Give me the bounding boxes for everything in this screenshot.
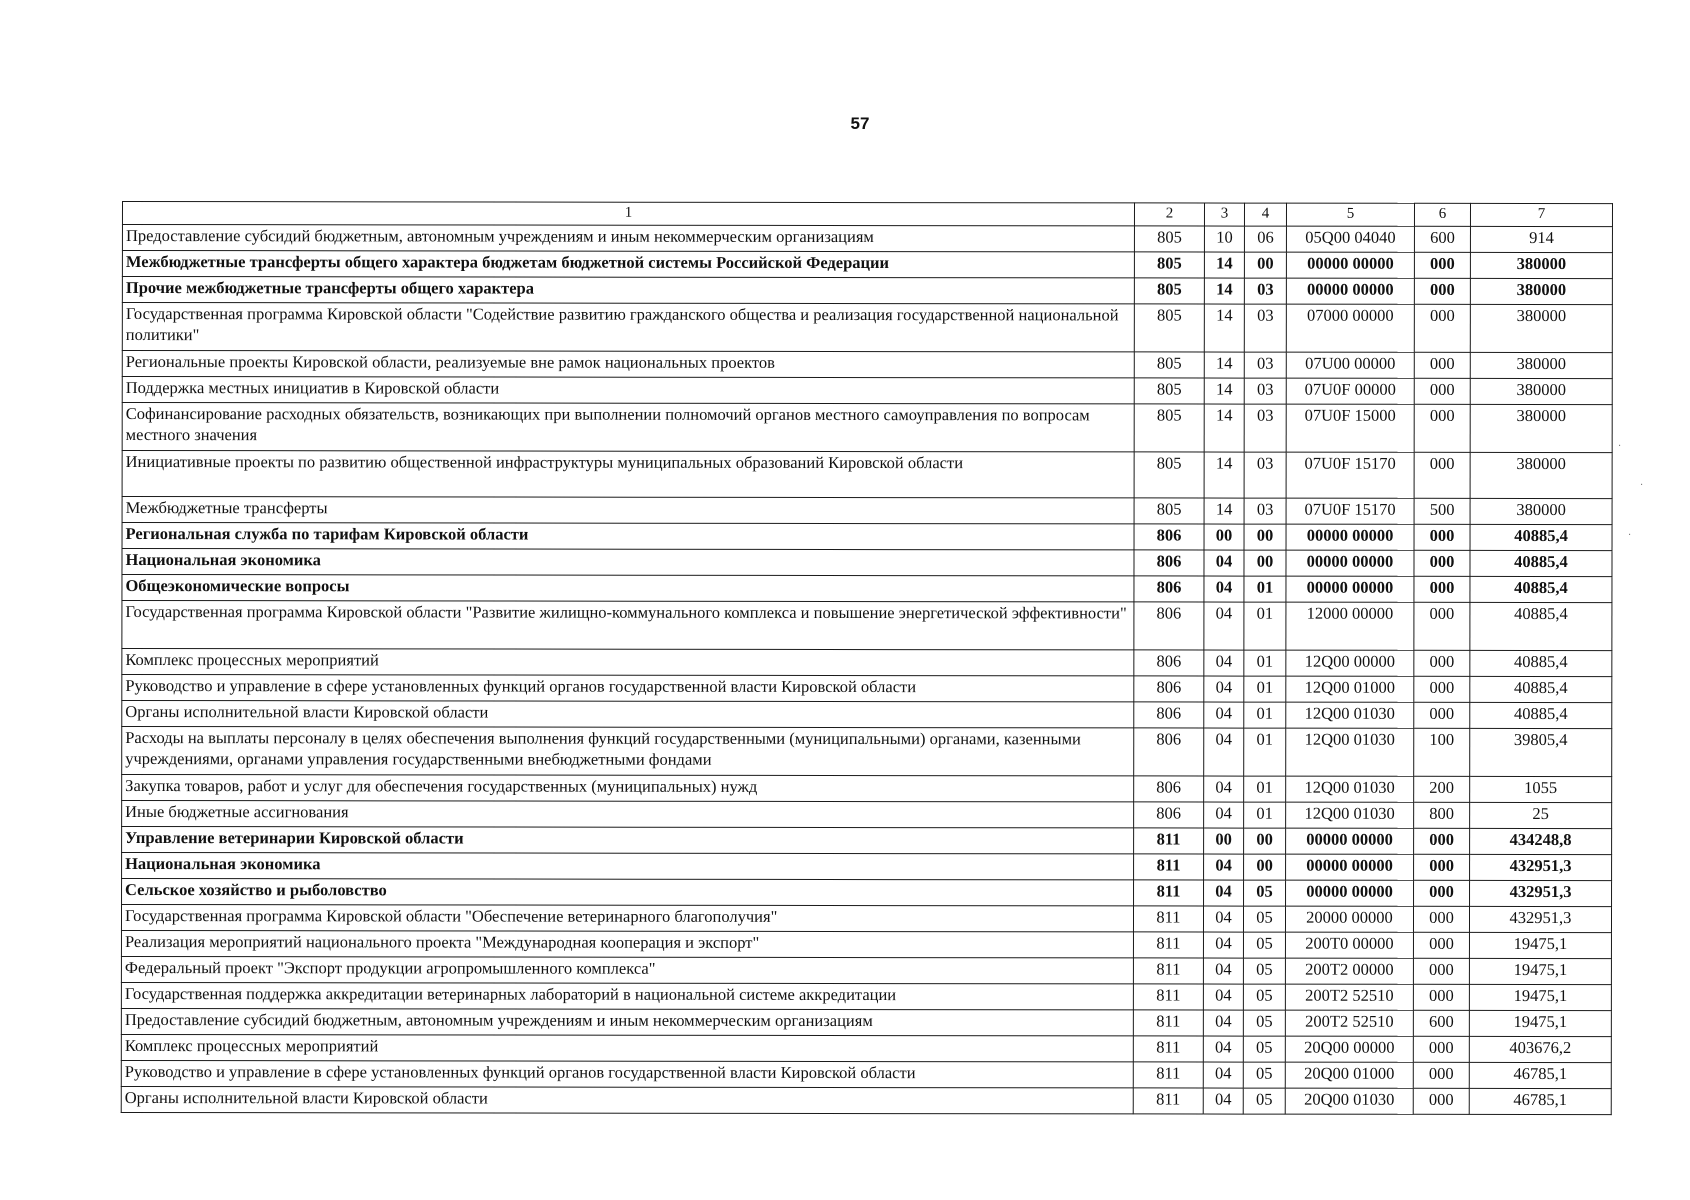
row-subsection: 05 [1243,906,1285,932]
row-name: Национальная экономика [122,853,1134,880]
row-expense-type: 000 [1414,650,1470,676]
row-target-article: 00000 00000 [1286,524,1414,550]
row-section: 04 [1204,728,1244,776]
table-row [121,1086,1611,1114]
row-subsection: 03 [1244,304,1286,352]
row-target-article: 07U00 00000 [1286,352,1414,378]
column-header-6: 6 [1414,203,1470,226]
row-target-article: 12Q00 01030 [1286,776,1414,802]
row-expense-type: 100 [1414,728,1470,776]
row-section: 14 [1204,352,1244,378]
row-section: 04 [1203,1036,1243,1062]
row-amount: 39805,4 [1470,728,1612,776]
row-subsection: 05 [1243,1062,1285,1088]
table-row [122,303,1612,353]
row-expense-type: 000 [1414,550,1470,576]
table-row [122,225,1612,253]
row-ministry-code: 805 [1134,378,1204,404]
row-amount: 40885,4 [1470,576,1612,602]
row-subsection: 03 [1244,278,1286,304]
row-section: 04 [1204,602,1244,650]
row-section: 04 [1204,550,1244,576]
row-section: 04 [1204,776,1244,802]
row-name: Органы исполнительной власти Кировской области [122,701,1134,728]
row-expense-type: 800 [1414,802,1470,828]
row-section: 00 [1204,828,1244,854]
row-section: 04 [1203,906,1243,932]
row-subsection: 05 [1243,984,1285,1010]
table-row [122,879,1612,907]
row-amount: 380000 [1470,252,1612,278]
row-expense-type: 600 [1414,226,1470,252]
row-name: Сельское хозяйство и рыболовство [122,879,1134,906]
row-target-article: 12Q00 01030 [1286,728,1414,776]
row-subsection: 01 [1244,728,1286,776]
row-ministry-code: 806 [1134,776,1204,802]
row-section: 04 [1204,880,1244,906]
row-name: Расходы на выплаты персоналу в целях обеспечения выполнения функций государственными (муниципальными) органами, казенными учреждениями, органами управления государственными внебюджетными фондами [122,727,1134,776]
row-ministry-code: 805 [1134,278,1204,304]
row-ministry-code: 805 [1134,452,1204,498]
row-expense-type: 000 [1414,854,1470,880]
row-ministry-code: 806 [1134,728,1204,776]
row-subsection: 05 [1243,932,1285,958]
row-subsection: 00 [1244,524,1286,550]
row-ministry-code: 811 [1133,1036,1203,1062]
row-amount: 40885,4 [1470,650,1612,676]
column-header-1: 1 [122,202,1134,226]
table-row [122,853,1612,881]
row-name: Государственная программа Кировской области "Обеспечение ветеринарного благополучия" [121,905,1133,932]
row-target-article: 00000 00000 [1286,252,1414,278]
row-amount: 380000 [1470,452,1612,498]
row-name: Прочие межбюджетные трансферты общего характера [122,277,1134,304]
table-row [122,801,1612,829]
row-subsection: 00 [1244,854,1286,880]
row-target-article: 00000 00000 [1286,854,1414,880]
row-section: 14 [1204,304,1244,352]
row-subsection: 03 [1244,352,1286,378]
row-expense-type: 000 [1413,1088,1469,1114]
row-ministry-code: 811 [1133,1010,1203,1036]
row-subsection: 05 [1243,1010,1285,1036]
row-subsection: 05 [1243,1088,1285,1114]
row-name: Региональная служба по тарифам Кировской области [122,523,1134,550]
row-section: 14 [1204,252,1244,278]
row-ministry-code: 806 [1134,676,1204,702]
row-subsection: 03 [1244,498,1286,524]
row-section: 14 [1204,404,1244,452]
row-amount: 434248,8 [1470,828,1612,854]
row-amount: 40885,4 [1470,550,1612,576]
table-row [122,497,1612,525]
row-expense-type: 000 [1414,702,1470,728]
row-section: 04 [1203,1010,1243,1036]
row-subsection: 01 [1244,702,1286,728]
row-subsection: 05 [1243,1036,1285,1062]
row-ministry-code: 811 [1133,958,1203,984]
row-ministry-code: 811 [1134,828,1204,854]
row-target-article: 00000 00000 [1286,576,1414,602]
row-expense-type: 000 [1414,524,1470,550]
row-ministry-code: 811 [1133,1062,1203,1088]
row-target-article: 12Q00 01000 [1286,676,1414,702]
row-ministry-code: 806 [1134,524,1204,550]
row-section: 04 [1204,854,1244,880]
row-ministry-code: 806 [1134,802,1204,828]
row-name: Государственная программа Кировской области "Развитие жилищно-коммунального комплекса и повышение энергетической эффективности" [122,601,1134,650]
row-ministry-code: 805 [1134,226,1204,252]
row-name: Межбюджетные трансферты общего характера бюджетам бюджетной системы Российской Федерации [122,251,1134,278]
row-name: Комплекс процессных мероприятий [122,649,1134,676]
row-amount: 19475,1 [1469,932,1611,958]
table-row [121,905,1611,933]
row-ministry-code: 806 [1134,702,1204,728]
row-subsection: 05 [1244,880,1286,906]
row-section: 10 [1204,226,1244,252]
table-header-row [122,202,1612,227]
row-expense-type: 000 [1414,378,1470,404]
row-target-article: 12Q00 01030 [1286,802,1414,828]
scan-speckle: · [1628,530,1635,541]
column-header-4: 4 [1244,203,1286,226]
row-amount: 25 [1470,802,1612,828]
table-row [122,377,1612,405]
row-expense-type: 000 [1414,278,1470,304]
row-target-article: 07000 00000 [1286,304,1414,352]
row-expense-type: 000 [1414,576,1470,602]
row-amount: 40885,4 [1470,676,1612,702]
table-row [122,601,1612,651]
row-ministry-code: 805 [1134,498,1204,524]
row-expense-type: 200 [1414,776,1470,802]
row-amount: 432951,3 [1469,906,1611,932]
scan-speckle: · [1640,480,1647,491]
row-target-article: 12000 00000 [1286,602,1414,650]
table-row [122,277,1612,305]
row-subsection: 01 [1244,602,1286,650]
row-target-article: 00000 00000 [1286,880,1414,906]
column-header-3: 3 [1204,203,1244,226]
row-target-article: 200T2 52510 [1285,984,1413,1010]
row-section: 04 [1204,702,1244,728]
column-header-7: 7 [1470,203,1612,226]
row-name: Руководство и управление в сфере установленных функций органов государственной власти Кировской области [122,675,1134,702]
row-name: Руководство и управление в сфере установленных функций органов государственной власти Кировской области [121,1060,1133,1087]
row-target-article: 12Q00 01030 [1286,702,1414,728]
row-ministry-code: 806 [1134,650,1204,676]
row-target-article: 20000 00000 [1285,906,1413,932]
table-row [121,1008,1611,1036]
row-expense-type: 000 [1414,602,1470,650]
row-name: Межбюджетные трансферты [122,497,1134,524]
row-expense-type: 000 [1414,676,1470,702]
row-section: 04 [1204,676,1244,702]
table-row [121,931,1611,959]
row-name: Управление ветеринарии Кировской области [122,827,1134,854]
row-amount: 380000 [1470,404,1612,452]
table-row [121,956,1611,984]
table-row [122,549,1612,577]
row-expense-type: 600 [1413,1010,1469,1036]
page-number: 57 [850,114,870,133]
row-amount: 40885,4 [1470,702,1612,728]
table-body [121,225,1612,1115]
table-row [122,701,1612,729]
row-amount: 432951,3 [1470,854,1612,880]
row-section: 00 [1204,524,1244,550]
budget-table [121,201,1613,1115]
table-row [122,649,1612,677]
table-row [122,351,1612,379]
row-target-article: 07U0F 00000 [1286,378,1414,404]
row-name: Реализация мероприятий национального проекта "Международная кооперация и экспорт" [121,931,1133,958]
row-target-article: 200T0 00000 [1285,932,1413,958]
row-amount: 380000 [1470,304,1612,352]
row-target-article: 200T2 00000 [1285,958,1413,984]
table-row [122,675,1612,703]
row-subsection: 03 [1244,452,1286,498]
table-row [121,982,1611,1010]
row-section: 14 [1204,378,1244,404]
row-section: 04 [1203,984,1243,1010]
row-expense-type: 000 [1413,932,1469,958]
row-expense-type: 000 [1414,352,1470,378]
row-amount: 40885,4 [1470,602,1612,650]
table-row [121,1060,1611,1088]
row-expense-type: 000 [1413,1036,1469,1062]
row-name: Софинансирование расходных обязательств, возникающих при выполнении полномочий органов местного самоуправления по вопросам местного значения [122,403,1134,452]
row-amount: 380000 [1470,278,1612,304]
row-amount: 914 [1470,226,1612,252]
row-section: 14 [1204,498,1244,524]
row-subsection: 01 [1244,650,1286,676]
row-subsection: 00 [1244,550,1286,576]
row-expense-type: 000 [1414,304,1470,352]
table-row [122,727,1612,777]
row-ministry-code: 811 [1134,854,1204,880]
row-name: Комплекс процессных мероприятий [121,1034,1133,1061]
row-target-article: 07U0F 15170 [1286,452,1414,498]
row-expense-type: 000 [1413,984,1469,1010]
row-section: 04 [1204,802,1244,828]
row-name: Предоставление субсидий бюджетным, автономным учреждениям и иным некоммерческим организациям [122,225,1134,252]
row-section: 14 [1204,278,1244,304]
row-expense-type: 000 [1414,880,1470,906]
row-expense-type: 000 [1414,828,1470,854]
row-target-article: 20Q00 01000 [1285,1062,1413,1088]
row-target-article: 00000 00000 [1286,550,1414,576]
row-expense-type: 000 [1413,958,1469,984]
row-ministry-code: 811 [1133,932,1203,958]
row-ministry-code: 805 [1134,252,1204,278]
row-section: 04 [1203,1062,1243,1088]
scan-speckle: · [1618,441,1625,452]
table-row [122,775,1612,803]
row-section: 04 [1203,932,1243,958]
row-amount: 19475,1 [1469,984,1611,1010]
row-expense-type: 000 [1413,906,1469,932]
row-name: Общеэкономические вопросы [122,575,1134,602]
table-row [122,403,1612,453]
row-name: Иные бюджетные ассигнования [122,801,1134,828]
row-target-article: 20Q00 00000 [1285,1036,1413,1062]
row-ministry-code: 811 [1133,1088,1203,1114]
row-target-article: 00000 00000 [1286,828,1414,854]
row-target-article: 00000 00000 [1286,278,1414,304]
row-amount: 19475,1 [1469,958,1611,984]
row-amount: 46785,1 [1469,1088,1611,1114]
row-name: Государственная поддержка аккредитации ветеринарных лабораторий в национальной системе аккредитации [121,982,1133,1009]
table-row [122,523,1612,551]
row-subsection: 00 [1244,828,1286,854]
row-target-article: 200T2 52510 [1285,1010,1413,1036]
row-ministry-code: 805 [1134,404,1204,452]
row-ministry-code: 806 [1134,576,1204,602]
row-subsection: 03 [1244,404,1286,452]
row-expense-type: 000 [1414,252,1470,278]
row-subsection: 03 [1244,378,1286,404]
row-subsection: 01 [1244,576,1286,602]
table-row [122,251,1612,279]
table-row [122,451,1612,499]
row-target-article: 07U0F 15000 [1286,404,1414,452]
row-amount: 380000 [1470,498,1612,524]
row-ministry-code: 811 [1133,906,1203,932]
table-row [122,827,1612,855]
row-name: Закупка товаров, работ и услуг для обеспечения государственных (муниципальных) нужд [122,775,1134,802]
table-row [121,1034,1611,1062]
row-subsection: 06 [1244,226,1286,252]
row-target-article: 05Q00 04040 [1286,226,1414,252]
row-name: Предоставление субсидий бюджетным, автономным учреждениям и иным некоммерческим организациям [121,1008,1133,1035]
row-name: Государственная программа Кировской области "Содействие развитию гражданского общества и реализация государственной национальной политики" [122,303,1134,352]
row-subsection: 01 [1244,676,1286,702]
row-expense-type: 000 [1414,452,1470,498]
row-amount: 40885,4 [1470,524,1612,550]
row-ministry-code: 805 [1134,304,1204,352]
row-target-article: 20Q00 01030 [1285,1088,1413,1114]
row-target-article: 07U0F 15170 [1286,498,1414,524]
row-name: Инициативные проекты по развитию общественной инфраструктуры муниципальных образований Кировской области [122,451,1134,498]
row-ministry-code: 805 [1134,352,1204,378]
budget-table-container [121,201,1612,1115]
row-amount: 380000 [1470,378,1612,404]
row-section: 14 [1204,452,1244,498]
row-amount: 19475,1 [1469,1010,1611,1036]
row-ministry-code: 806 [1134,602,1204,650]
row-expense-type: 000 [1414,404,1470,452]
table-row [122,575,1612,603]
column-header-5: 5 [1286,203,1414,226]
row-subsection: 01 [1244,776,1286,802]
row-expense-type: 500 [1414,498,1470,524]
row-section: 04 [1203,1088,1243,1114]
row-amount: 380000 [1470,352,1612,378]
row-section: 04 [1204,650,1244,676]
row-ministry-code: 806 [1134,550,1204,576]
row-ministry-code: 811 [1133,984,1203,1010]
row-amount: 46785,1 [1469,1062,1611,1088]
row-name: Поддержка местных инициатив в Кировской области [122,377,1134,404]
row-amount: 403676,2 [1469,1036,1611,1062]
row-subsection: 05 [1243,958,1285,984]
row-amount: 432951,3 [1470,880,1612,906]
column-header-2: 2 [1134,203,1204,226]
row-amount: 1055 [1470,776,1612,802]
row-section: 04 [1204,576,1244,602]
row-ministry-code: 811 [1134,880,1204,906]
row-subsection: 01 [1244,802,1286,828]
row-name: Органы исполнительной власти Кировской области [121,1086,1133,1113]
row-name: Региональные проекты Кировской области, реализуемые вне рамок национальных проектов [122,351,1134,378]
row-subsection: 00 [1244,252,1286,278]
row-section: 04 [1203,958,1243,984]
row-target-article: 12Q00 00000 [1286,650,1414,676]
row-name: Федеральный проект "Экспорт продукции агропромышленного комплекса" [121,956,1133,983]
row-name: Национальная экономика [122,549,1134,576]
row-expense-type: 000 [1413,1062,1469,1088]
